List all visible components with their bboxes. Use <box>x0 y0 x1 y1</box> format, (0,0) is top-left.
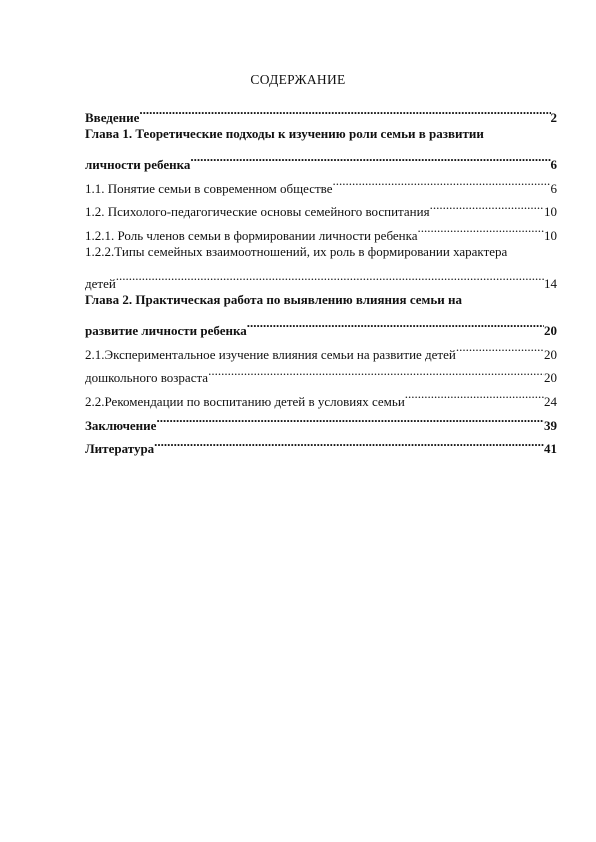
toc-leader-dots <box>247 311 544 335</box>
toc-entry-text: Глава 2. Практическая работа по выявлению влияния семьи на <box>85 291 462 307</box>
toc-entry-conclusion <box>85 406 557 433</box>
toc-entry-text: развитие личности ребенка <box>85 322 247 338</box>
toc-entry-chapter1-cont <box>85 145 557 173</box>
toc-entry-text: 1.2. Психолого-педагогические основы семейного воспитания <box>85 204 430 220</box>
toc-entry-text: 2.2.Рекомендации по воспитанию детей в условиях семьи <box>85 393 405 409</box>
toc-entry-text: Глава 1. Теоретические подходы к изучению роли семьи в развитии <box>85 125 484 141</box>
toc-entry-text: личности ребенка <box>85 157 191 173</box>
toc-entry-page: 14 <box>544 275 557 291</box>
toc-entry-chapter2-cont <box>85 311 557 338</box>
toc-entry-chapter2 <box>85 288 557 312</box>
toc-leader-dots <box>156 406 544 430</box>
toc-entry-page: 41 <box>544 441 557 457</box>
toc-leader-dots <box>333 169 551 193</box>
toc-entry-text: дошкольного возраста <box>85 370 209 386</box>
toc-leader-dots <box>116 264 544 288</box>
toc-entry-text: детей <box>85 275 116 291</box>
toc-entry-text: Заключение <box>85 417 157 433</box>
toc-entry-text: 1.2.1. Роль членов семьи в формировании личности ребенка <box>85 228 418 244</box>
toc-entry-intro <box>85 98 557 125</box>
toc-leader-dots <box>405 382 544 406</box>
toc-entry-page: 39 <box>544 417 557 433</box>
toc-entry-text: 1.2.2.Типы семейных взаимоотношений, их роль в формировании характера <box>85 244 508 260</box>
toc-entry-page: 10 <box>544 228 557 244</box>
toc-entry-page: 20 <box>544 346 557 362</box>
toc-entry-page: 20 <box>544 370 557 386</box>
toc-entry-page: 2 <box>550 109 557 125</box>
toc-title: СОДЕРЖАНИЕ <box>250 72 346 87</box>
toc-entry-chapter1 <box>85 122 557 146</box>
toc-leader-dots <box>456 335 544 359</box>
toc-leader-dots <box>208 359 544 383</box>
toc-leader-dots <box>154 430 544 454</box>
toc-entry-1-2-2-cont <box>85 264 557 291</box>
table-of-contents <box>85 98 557 457</box>
toc-entry-text: Литература <box>85 441 155 457</box>
toc-entry-page: 10 <box>544 204 557 220</box>
toc-entry-page: 6 <box>550 180 557 196</box>
toc-entry-text: Введение <box>85 109 140 125</box>
toc-leader-dots <box>190 145 550 169</box>
toc-leader-dots <box>139 98 550 122</box>
toc-leader-dots <box>418 216 544 240</box>
toc-entry-1-2-2 <box>85 240 557 264</box>
toc-entry-literature <box>85 430 557 457</box>
toc-entry-text: 2.1.Экспериментальное изучение влияния семьи на развитие детей <box>85 346 456 362</box>
toc-entry-page: 24 <box>544 393 557 409</box>
toc-leader-dots <box>430 193 544 217</box>
toc-entry-page: 20 <box>544 322 557 338</box>
toc-entry-text: 1.1. Понятие семьи в современном обществе <box>85 180 333 196</box>
toc-entry-page: 6 <box>550 157 557 173</box>
